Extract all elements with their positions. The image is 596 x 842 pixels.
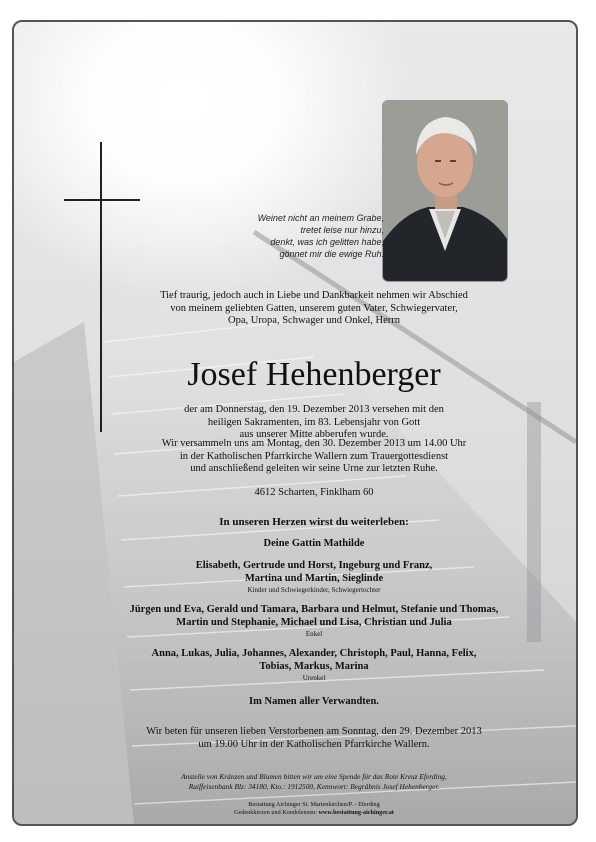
death-line: heiligen Sakramenten, im 83. Lebensjahr von Gott bbox=[207, 416, 421, 428]
children-line: Elisabeth, Gertrude und Horst, Ingeburg und Franz, bbox=[195, 560, 433, 571]
cross-horizontal-bar bbox=[64, 199, 140, 201]
funeral-line: in der Katholischen Pfarrkirche Wallern zum Trauergottesdienst bbox=[179, 450, 449, 462]
condolence-line bbox=[84, 809, 544, 817]
intro-line: Tief traurig, jedoch auch in Liebe und Dankbarkeit nehmen wir Abschied bbox=[160, 290, 468, 301]
intro-line: Opa, Uropa, Schwager und Onkel, Herrn bbox=[227, 315, 401, 327]
poem-line: Weinet nicht an meinem Grabe, bbox=[257, 213, 384, 223]
poem-line: gönnet mir die ewige Ruh. bbox=[279, 249, 384, 259]
intro-line: von meinem geliebten Gatten, unserem guten Vater, Schwiegervater, bbox=[170, 302, 458, 314]
funeral-line: und anschließend geleiten wir seine Urne zur letzten Ruhe. bbox=[190, 463, 438, 475]
wife-line: Deine Gattin Mathilde bbox=[263, 538, 365, 549]
announcement-intro bbox=[84, 290, 544, 328]
death-line: aus unserer Mitte abberufen wurde. bbox=[239, 429, 389, 441]
relatives-line: Im Namen aller Verwandten. bbox=[249, 696, 379, 707]
undertaker-name: Bestattung Aichinger St. Marienkirchen/P. - Eferding bbox=[248, 801, 380, 808]
children-line: Martina und Martin, Sieglinde bbox=[244, 572, 384, 584]
portrait-photo bbox=[382, 100, 508, 282]
great-grandchildren-names bbox=[84, 648, 544, 673]
great-grandchildren-line: Anna, Lukas, Julia, Johannes, Alexander, Christoph, Paul, Hanna, Felix, bbox=[151, 648, 477, 659]
grandchildren-names bbox=[84, 604, 544, 629]
great-grandchildren-line: Tobias, Markus, Marina bbox=[259, 660, 369, 672]
children-names bbox=[84, 560, 544, 585]
funeral-line: Wir versammeln uns am Montag, den 30. Dezember 2013 um 14.00 Uhr bbox=[161, 438, 467, 449]
condolence-label: Gedenkkerzen und Kondolenzen: bbox=[234, 809, 319, 816]
deceased-name: Josef Hehenberger bbox=[187, 356, 441, 393]
death-notice bbox=[84, 404, 544, 442]
address: 4612 Scharten, Finklham 60 bbox=[254, 487, 374, 498]
funeral-notice bbox=[84, 438, 544, 476]
prayer-notice bbox=[84, 726, 544, 751]
grandchildren-line: Martin und Stephanie, Michael und Lisa, Christian und Julia bbox=[176, 616, 452, 628]
poem-verse bbox=[190, 212, 384, 260]
undertaker-footer bbox=[84, 801, 544, 817]
poem-line: tretet leise nur hinzu, bbox=[300, 225, 384, 235]
grandchildren-line: Jürgen und Eva, Gerald und Tamara, Barbara und Helmut, Stefanie und Thomas, bbox=[129, 604, 499, 615]
grandchildren-label: Enkel bbox=[305, 630, 323, 638]
condolence-link[interactable]: www.bestattung-aichinger.at bbox=[318, 809, 394, 816]
donation-note bbox=[84, 772, 544, 792]
donation-line: Raiffeisenbank Blz: 34180, Kto.: 1912500, Kennwort: Begräbnis Josef Hehenberger. bbox=[188, 782, 440, 791]
parte-card bbox=[12, 20, 578, 826]
prayer-line: Wir beten für unseren lieben Verstorbenen am Sonntag, den 29. Dezember 2013 bbox=[146, 726, 482, 737]
prayer-line: um 19.00 Uhr in der Katholischen Pfarrkirche Wallern. bbox=[198, 738, 430, 750]
poem-line: denkt, was ich gelitten habe, bbox=[270, 237, 384, 247]
donation-line: Anstelle von Kränzen und Blumen bitten wir um eine Spende für das Rote Kreuz Eferding, bbox=[181, 772, 447, 781]
death-line: der am Donnerstag, den 19. Dezember 2013 versehen mit den bbox=[184, 404, 444, 415]
great-grandchildren-label: Urenkel bbox=[302, 674, 326, 682]
mourners-heading: In unseren Herzen wirst du weiterleben: bbox=[219, 516, 409, 528]
children-label: Kinder und Schwiegerkinder, Schwiegertochter bbox=[247, 586, 381, 594]
